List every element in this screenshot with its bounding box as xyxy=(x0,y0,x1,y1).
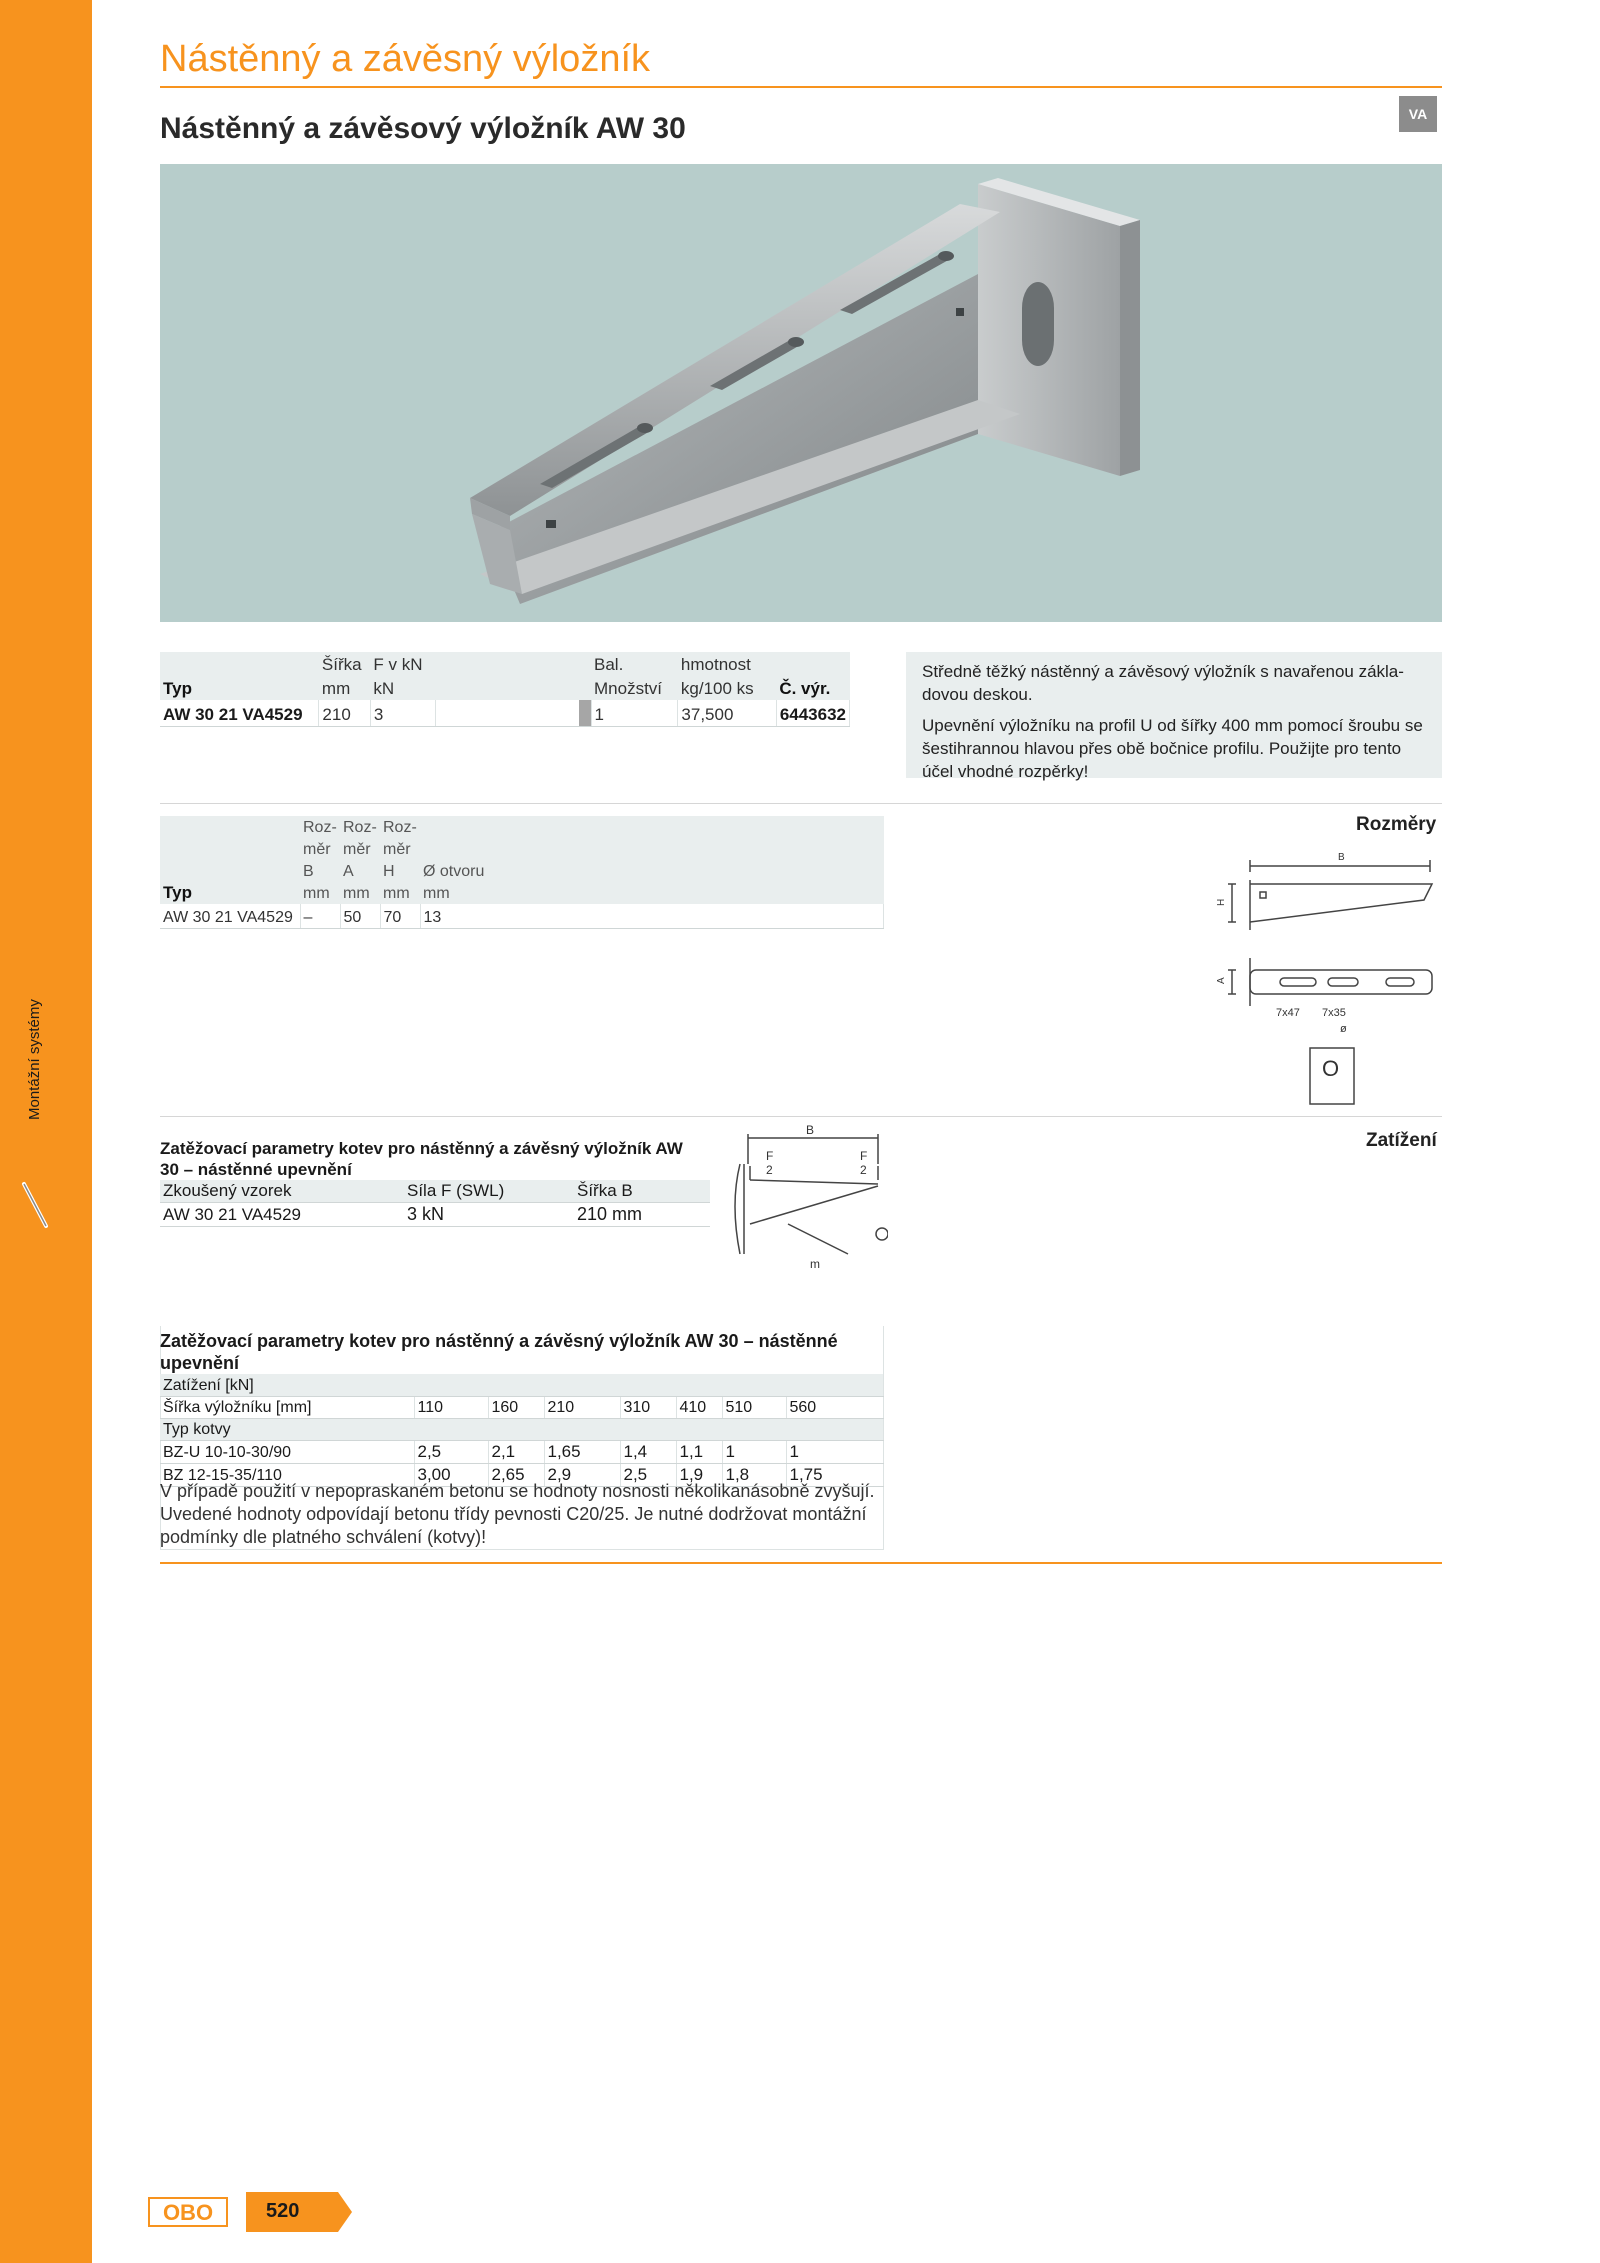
header-cell: měr xyxy=(300,838,340,860)
header-cell xyxy=(160,652,319,676)
bracket-illustration xyxy=(160,164,1442,622)
cell-anchor-label: Typ kotvy xyxy=(160,1418,884,1440)
drawing-label-h: H xyxy=(1216,898,1227,906)
load-table-title: Zatěžovací parametry kotev pro nástěnný a závěsný výložník AW 30 – nástěnné upevnění xyxy=(160,1139,683,1179)
header-cell: kg/100 ks xyxy=(678,676,776,700)
drawing-label-a: A xyxy=(1216,977,1227,984)
header-cell xyxy=(160,838,300,860)
product-title: Nástěnný a závěsový výložník AW 30 xyxy=(160,112,686,145)
cell-force: 3 xyxy=(370,700,435,726)
cell-a: 50 xyxy=(340,904,380,928)
header-cell-type: Typ xyxy=(160,882,300,904)
page-number: 520 xyxy=(266,2200,300,2222)
drawing-label-slot2: 7x35 xyxy=(1322,1007,1346,1019)
cell-empty xyxy=(436,700,591,726)
cell-width-value: 560 xyxy=(786,1396,884,1418)
diagram-label-b: B xyxy=(806,1124,815,1137)
diagram-label-f: F xyxy=(860,1149,868,1163)
cell-load-value: 1,75 xyxy=(786,1463,884,1486)
dimension-drawing xyxy=(1210,840,1450,1110)
header-cell: H xyxy=(380,860,420,882)
obo-logo xyxy=(148,2196,228,2228)
anchor-note: V případě použití v nepopraskaném betonu se hodnoty nosnosti několikanásobně zvyšují. Uvedené hodnoty odpovídají betonu třídy pevnosti C20/25. Je nutné dodržovat montážní podmínky dle platného schválení (kotvy)! xyxy=(160,1481,875,1547)
cell-width: 210 xyxy=(319,700,371,726)
screwdriver-icon xyxy=(20,1180,50,1230)
divider xyxy=(160,1116,1442,1117)
cell-h: 70 xyxy=(380,904,420,928)
cell-width: 210 mm xyxy=(574,1203,710,1227)
cell-width-value: 410 xyxy=(676,1396,722,1418)
drawing-label-slot1: 7x47 xyxy=(1276,1007,1300,1019)
diagram-label-f: F xyxy=(766,1149,774,1163)
cell-load-value: 1,65 xyxy=(544,1440,620,1463)
cell-weight: 37,500 xyxy=(678,700,776,726)
cell-load-value: 2,9 xyxy=(544,1463,620,1486)
header-cell: mm xyxy=(420,882,884,904)
diagram-label-2: 2 xyxy=(860,1163,867,1177)
cell-load-value: 1 xyxy=(786,1440,884,1463)
table-row xyxy=(160,1440,884,1463)
header-cell: F v kN xyxy=(370,652,435,676)
dimensions-header-3 xyxy=(160,860,884,882)
table-row xyxy=(160,700,850,726)
cell-load-value: 2,5 xyxy=(414,1440,488,1463)
header-cell: Roz- xyxy=(300,816,340,838)
product-image xyxy=(160,164,1442,622)
header-cell: A xyxy=(340,860,380,882)
category-rule xyxy=(160,86,1442,88)
header-cell: mm xyxy=(340,882,380,904)
header-cell-article: Č. výr. xyxy=(776,676,849,700)
drawing-label-hole-shape: O xyxy=(1322,1056,1340,1081)
cell-width-value: 110 xyxy=(414,1396,488,1418)
dimensions-section-label: Rozměry xyxy=(1356,814,1437,835)
header-cell xyxy=(436,676,591,700)
cell-load-label: Zatížení [kN] xyxy=(160,1374,884,1396)
product-table-header-top xyxy=(160,652,850,676)
load-table xyxy=(160,1180,710,1227)
header-cell: Šířka B xyxy=(574,1180,710,1203)
anchor-table-title: Zatěžovací parametry kotev pro nástěnný a závěsný výložník AW 30 – nástěnné upevnění xyxy=(160,1331,838,1373)
description-paragraph: Upevnění výložníku na profil U od šířky 400 mm pomocí šroubu se šestihrannou hlavou přes obě bočnice profilu. Použijte pro tento účel vhodné rozpěrky! xyxy=(922,716,1423,781)
header-cell: Ø otvoru xyxy=(420,860,884,882)
dimensions-header-2 xyxy=(160,838,884,860)
header-cell xyxy=(160,860,300,882)
header-cell xyxy=(420,838,884,860)
cell-load-value: 1,8 xyxy=(722,1463,786,1486)
header-cell: Roz- xyxy=(340,816,380,838)
marker-bar xyxy=(579,700,591,726)
cell-sample: AW 30 21 VA4529 xyxy=(160,1203,404,1227)
cell-width-value: 310 xyxy=(620,1396,676,1418)
cell-width-value: 210 xyxy=(544,1396,620,1418)
cell-load-value: 3,00 xyxy=(414,1463,488,1486)
cell-load-value: 1,1 xyxy=(676,1440,722,1463)
cell-width-value: 510 xyxy=(722,1396,786,1418)
anchor-table xyxy=(160,1374,884,1487)
product-table-header-bottom xyxy=(160,676,850,700)
sidebar xyxy=(0,0,92,2263)
header-cell xyxy=(776,652,849,676)
logo-text: OBO xyxy=(162,2200,214,2225)
header-cell: měr xyxy=(340,838,380,860)
header-cell xyxy=(420,816,884,838)
divider xyxy=(160,803,1442,804)
cell-load-value: 2,5 xyxy=(620,1463,676,1486)
header-cell xyxy=(160,816,300,838)
header-cell: hmotnost xyxy=(678,652,776,676)
material-badge: VA xyxy=(1399,96,1437,132)
diagram-label-2: 2 xyxy=(766,1163,773,1177)
anchor-table-load-row xyxy=(160,1374,884,1396)
load-diagram xyxy=(728,1124,888,1274)
cell-anchor-name: BZ-U 10-10-30/90 xyxy=(160,1440,414,1463)
cell-width-value: 160 xyxy=(488,1396,544,1418)
load-section-label: Zatížení xyxy=(1366,1130,1437,1151)
header-cell: mm xyxy=(319,676,371,700)
anchor-table-type-row xyxy=(160,1418,884,1440)
cell-load-value: 2,65 xyxy=(488,1463,544,1486)
cell-type: AW 30 21 VA4529 xyxy=(160,700,319,726)
dimensions-header-1 xyxy=(160,816,884,838)
cell-load-value: 2,1 xyxy=(488,1440,544,1463)
diagram-label-m: m xyxy=(810,1257,820,1271)
table-row xyxy=(160,904,884,928)
cell-quantity: 1 xyxy=(591,700,678,726)
sidebar-label: Montážní systémy xyxy=(26,999,43,1120)
drawing-label-hole: ø xyxy=(1340,1023,1347,1035)
header-cell: Síla F (SWL) xyxy=(404,1180,574,1203)
anchor-table-width-row xyxy=(160,1396,884,1418)
header-cell: měr xyxy=(380,838,420,860)
cell-force: 3 kN xyxy=(404,1203,574,1227)
description-paragraph: Středně těžký nástěnný a závěsový výložník s navařenou zákla-dovou deskou. xyxy=(922,662,1404,704)
drawing-label-b: B xyxy=(1338,852,1345,863)
header-cell: mm xyxy=(300,882,340,904)
cell-anchor-name: BZ 12-15-35/110 xyxy=(160,1463,414,1486)
dimensions-table xyxy=(160,816,884,929)
header-cell: Šířka xyxy=(319,652,371,676)
cell-load-value: 1 xyxy=(722,1440,786,1463)
cell-b: – xyxy=(300,904,340,928)
header-cell: kN xyxy=(370,676,435,700)
category-title: Nástěnný a závěsný výložník xyxy=(160,38,651,80)
load-table-header xyxy=(160,1180,710,1203)
header-cell: mm xyxy=(380,882,420,904)
header-cell: Bal. xyxy=(591,652,678,676)
cell-type: AW 30 21 VA4529 xyxy=(160,904,300,928)
header-cell xyxy=(436,652,591,676)
header-cell: B xyxy=(300,860,340,882)
cell-hole: 13 xyxy=(420,904,884,928)
header-cell-type: Typ xyxy=(160,676,319,700)
cell-load-value: 1,9 xyxy=(676,1463,722,1486)
cell-width-label: Šířka výložníku [mm] xyxy=(160,1396,414,1418)
header-cell: Zkoušený vzorek xyxy=(160,1180,404,1203)
dimensions-header-4 xyxy=(160,882,884,904)
header-cell: Roz- xyxy=(380,816,420,838)
table-row xyxy=(160,1203,710,1227)
header-cell: Množství xyxy=(591,676,678,700)
cell-load-value: 1,4 xyxy=(620,1440,676,1463)
product-table xyxy=(160,652,850,727)
cell-article-number: 6443632 xyxy=(776,700,849,726)
description-box xyxy=(906,652,1442,781)
bottom-rule xyxy=(160,1562,1442,1564)
